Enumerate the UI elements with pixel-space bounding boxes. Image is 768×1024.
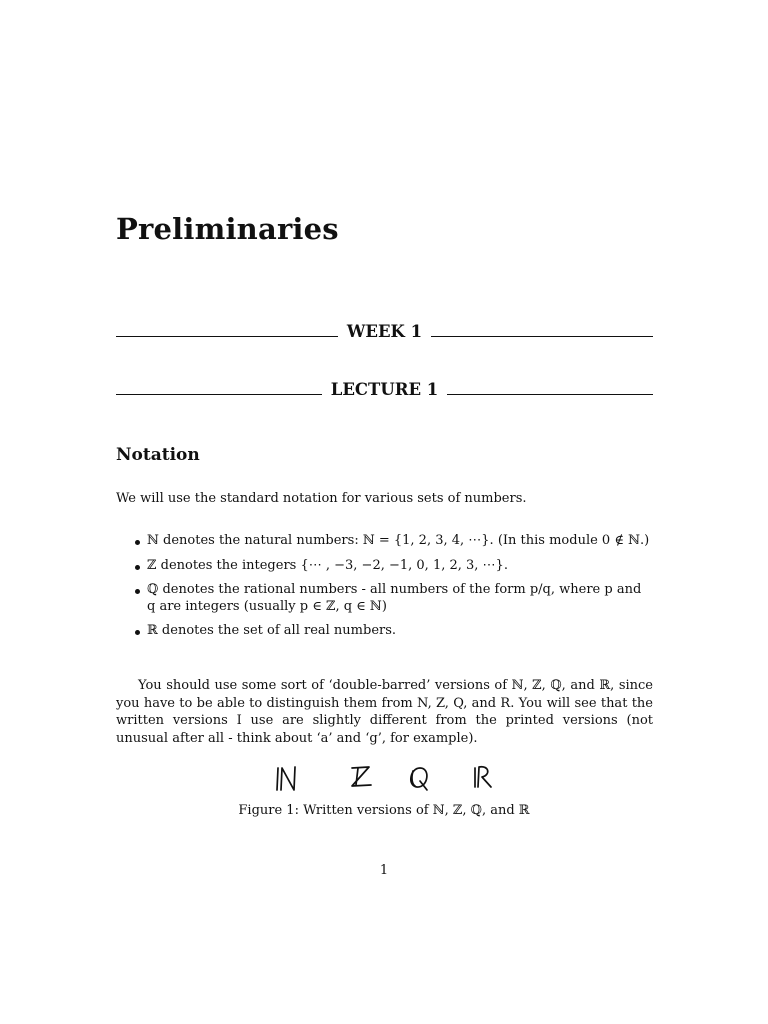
rule-right xyxy=(431,336,653,337)
handwritten-n-icon xyxy=(277,767,295,790)
intro-paragraph: We will use the standard notation for various sets of numbers. xyxy=(116,491,527,506)
handwritten-q-icon xyxy=(411,768,427,790)
notation-list xyxy=(116,533,653,648)
rule-left xyxy=(116,394,322,395)
handwritten-r-icon xyxy=(475,767,491,787)
list-item: ℝ denotes the set of all real numbers. xyxy=(147,623,397,638)
figure-caption: Figure 1: Written versions of ℕ, ℤ, ℚ, and ℝ xyxy=(238,803,530,818)
lecture-label: LECTURE 1 xyxy=(330,379,439,399)
page-number: 1 xyxy=(379,863,389,878)
rule-right xyxy=(447,394,653,395)
list-item: ℚ denotes the rational numbers - all numbers of the form p/q, where p and q are integers (usually p ∈ ℤ, q ∈ ℕ) xyxy=(147,582,642,614)
page-title: Preliminaries xyxy=(116,212,339,246)
week-label: WEEK 1 xyxy=(346,321,423,341)
rule-left xyxy=(116,336,338,337)
list-item: ℤ denotes the integers {⋯ , −3, −2, −1, 0, 1, 2, 3, ⋯}. xyxy=(147,557,508,573)
section-title: Notation xyxy=(116,445,200,465)
lecture-heading xyxy=(116,374,653,404)
handwritten-symbols-figure xyxy=(260,756,520,796)
body-paragraph: You should use some sort of ‘double-barred’ versions of ℕ, ℤ, ℚ, and ℝ, since you have to be able to distinguish them from N, Z, Q, and R. You will see that the written versions I use are slightly different from the printed versions (not unusual after all - think about ‘a’ and ‘g’, for example). xyxy=(116,678,653,746)
handwritten-z-icon xyxy=(352,767,371,786)
list-item: ℕ denotes the natural numbers: ℕ = {1, 2, 3, 4, ⋯}. (In this module 0 ∉ ℕ.) xyxy=(147,533,650,548)
week-heading xyxy=(116,316,653,346)
